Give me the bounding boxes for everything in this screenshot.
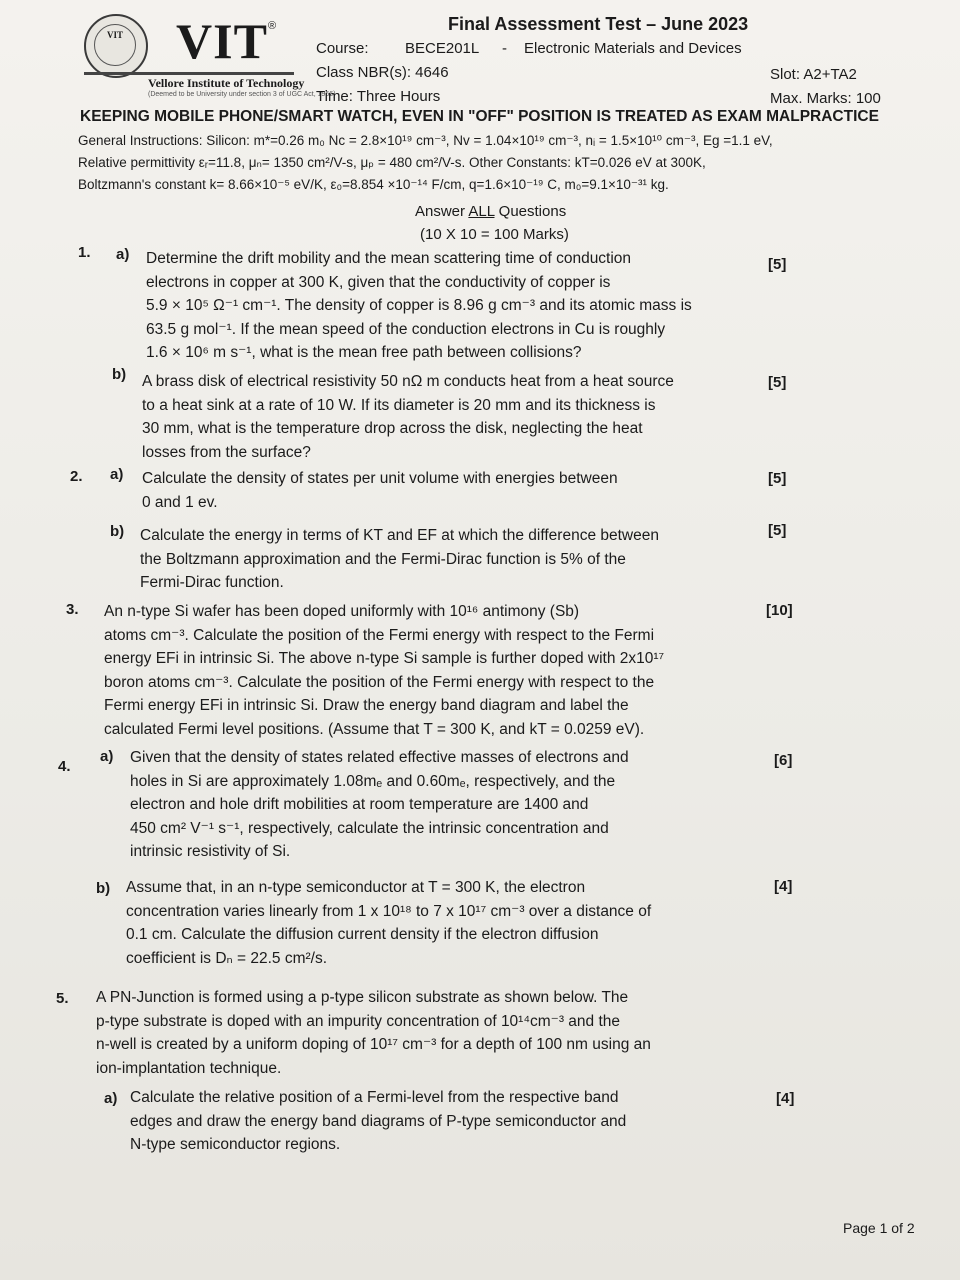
question-5a-text <box>130 1086 760 1157</box>
question-line: N-type semiconductor regions. <box>130 1136 341 1153</box>
question-line: n-well is created by a uniform doping of 10¹⁷ cm⁻³ for a depth of 100 nm using an <box>96 1036 651 1053</box>
question-line: coefficient is Dₙ = 22.5 cm²/s. <box>126 949 328 967</box>
question-line: 5.9 × 10⁵ Ω⁻¹ cm⁻¹. The density of copper is 8.96 g cm⁻³ and its atomic mass is <box>146 297 692 314</box>
subpart-label: a) <box>100 748 114 765</box>
question-number: 3. <box>66 601 79 618</box>
general-instructions-line-3: Boltzmann's constant k= 8.66×10⁻⁵ eV/K, ε₀=8.854 ×10⁻¹⁴ F/cm, q=1.6×10⁻¹⁹ C, m₀=9.1×10⁻³¹ kg. <box>78 177 669 192</box>
question-line: 450 cm² V⁻¹ s⁻¹, respectively, calculate the intrinsic concentration and <box>130 819 609 837</box>
question-line: Calculate the relative position of a Fermi-level from the respective band <box>130 1089 619 1106</box>
institution-tagline: (Deemed to be University under section 3 of UGC Act, 1956) <box>148 91 336 98</box>
question-line: 30 mm, what is the temperature drop across the disk, neglecting the heat <box>142 420 643 437</box>
class-nbr: Class NBR(s): 4646 <box>316 64 449 81</box>
question-line: to a heat sink at a rate of 10 W. If its diameter is 20 mm and its thickness is <box>142 396 656 414</box>
question-line: edges and draw the energy band diagrams of P-type semiconductor and <box>130 1112 627 1130</box>
answer-all-instruction <box>415 203 566 220</box>
question-number: 2. <box>70 468 83 485</box>
question-line: An n-type Si wafer has been doped uniformly with 10¹⁶ antimony (Sb) <box>104 603 580 620</box>
general-instructions-line-1: General Instructions: Silicon: m*=0.26 m₀ Nc = 2.8×10¹⁹ cm⁻³, Nv = 1.04×10¹⁹ cm⁻³, nᵢ = 1.5×10¹⁰ cm⁻³, Eg =1.1 eV, <box>78 133 773 148</box>
brand-divider <box>84 72 294 75</box>
question-line: Determine the drift mobility and the mean scattering time of conduction <box>146 250 632 267</box>
marks-badge: [10] <box>766 602 793 619</box>
question-line: intrinsic resistivity of Si. <box>130 843 291 860</box>
question-3-text <box>104 600 754 741</box>
subpart-label: a) <box>116 246 130 263</box>
question-line: ion-implantation technique. <box>96 1059 282 1077</box>
exam-time: Time: Three Hours <box>316 88 441 105</box>
exam-title: Final Assessment Test – June 2023 <box>448 14 749 34</box>
marks-badge: [5] <box>768 374 787 391</box>
question-5-text <box>96 986 756 1080</box>
question-line: electrons in copper at 300 K, given that the conductivity of copper is <box>146 273 611 291</box>
course-code: BECE201L <box>405 40 480 57</box>
question-line: calculated Fermi level positions. (Assume that T = 300 K, and kT = 0.0259 eV). <box>104 720 645 738</box>
subpart-label: a) <box>110 466 124 483</box>
question-line: Calculate the energy in terms of KT and EF at which the difference between <box>140 527 659 544</box>
question-number: 5. <box>56 990 69 1007</box>
question-1b-text <box>142 370 752 464</box>
seal-inner: VIT <box>94 24 136 66</box>
question-line: 0 and 1 ev. <box>142 493 218 511</box>
question-line: Given that the density of states related effective masses of electrons and <box>130 749 629 766</box>
course-name: Electronic Materials and Devices <box>524 40 742 57</box>
question-line: losses from the surface? <box>142 443 311 461</box>
answer-prefix: Answer <box>415 203 469 220</box>
answer-suffix: Questions <box>494 203 567 220</box>
subpart-label: b) <box>110 523 125 540</box>
question-line: atoms cm⁻³. Calculate the position of the Fermi energy with respect to the Fermi <box>104 626 655 644</box>
question-line: 0.1 cm. Calculate the diffusion current density if the electron diffusion <box>126 926 599 943</box>
page-number: Page 1 of 2 <box>843 1220 915 1236</box>
malpractice-warning: KEEPING MOBILE PHONE/SMART WATCH, EVEN IN "OFF" POSITION IS TREATED AS EXAM MALPRACTICE <box>80 108 879 125</box>
question-number: 1. <box>78 244 91 261</box>
registered-mark: ® <box>268 20 277 32</box>
question-line: energy EFi in intrinsic Si. The above n-type Si sample is further doped with 2x10¹⁷ <box>104 650 665 667</box>
question-number: 4. <box>58 758 71 775</box>
question-line: boron atoms cm⁻³. Calculate the position of the Fermi energy with respect to the <box>104 673 655 691</box>
question-2a-text <box>142 467 752 514</box>
marks-badge: [5] <box>768 470 787 487</box>
question-4a-text <box>130 746 755 864</box>
answer-all-emphasis: ALL <box>468 203 495 220</box>
question-line: Fermi-Dirac function. <box>140 574 284 591</box>
question-4b-text <box>126 876 756 970</box>
marks-badge: [5] <box>768 256 787 273</box>
marks-badge: [5] <box>768 522 787 539</box>
vit-seal-logo <box>84 14 148 78</box>
marks-badge: [4] <box>776 1090 795 1107</box>
subpart-label: a) <box>104 1090 118 1107</box>
question-line: electron and hole drift mobilities at room temperature are 1400 and <box>130 796 589 813</box>
question-2b-text <box>140 524 755 595</box>
question-line: 1.6 × 10⁶ m s⁻¹, what is the mean free path between collisions? <box>146 344 582 361</box>
max-marks: Max. Marks: 100 <box>770 90 881 107</box>
slot: Slot: A2+TA2 <box>770 66 857 83</box>
question-line: holes in Si are approximately 1.08mₑ and 0.60mₑ, respectively, and the <box>130 772 616 790</box>
question-line: concentration varies linearly from 1 x 10¹⁸ to 7 x 10¹⁷ cm⁻³ over a distance of <box>126 902 652 920</box>
general-instructions-line-2: Relative permittivity εᵣ=11.8, μₙ= 1350 cm²/V-s, μₚ = 480 cm²/V-s. Other Constants: kT=0.026 eV at 300K, <box>78 155 706 170</box>
course-label: Course: <box>316 40 369 57</box>
question-line: the Boltzmann approximation and the Fermi-Dirac function is 5% of the <box>140 550 626 568</box>
question-line: 63.5 g mol⁻¹. If the mean speed of the conduction electrons in Cu is roughly <box>146 320 666 338</box>
course-separator: - <box>502 40 507 57</box>
marks-badge: [4] <box>774 878 793 895</box>
marks-badge: [6] <box>774 752 793 769</box>
subpart-label: b) <box>96 880 111 897</box>
brand-name: VIT <box>176 13 268 69</box>
subpart-label: b) <box>112 366 127 383</box>
question-line: Assume that, in an n-type semiconductor at T = 300 K, the electron <box>126 879 586 896</box>
marks-scheme: (10 X 10 = 100 Marks) <box>420 226 569 243</box>
question-1a-text <box>146 247 756 365</box>
institution-name: Vellore Institute of Technology <box>148 76 305 90</box>
question-line: A brass disk of electrical resistivity 50 nΩ m conducts heat from a heat source <box>142 373 674 390</box>
question-line: A PN-Junction is formed using a p-type silicon substrate as shown below. The <box>96 989 629 1006</box>
question-line: p-type substrate is doped with an impurity concentration of 10¹⁴cm⁻³ and the <box>96 1012 621 1030</box>
question-line: Calculate the density of states per unit volume with energies between <box>142 470 618 487</box>
question-line: Fermi energy EFi in intrinsic Si. Draw the energy band diagram and label the <box>104 697 629 714</box>
